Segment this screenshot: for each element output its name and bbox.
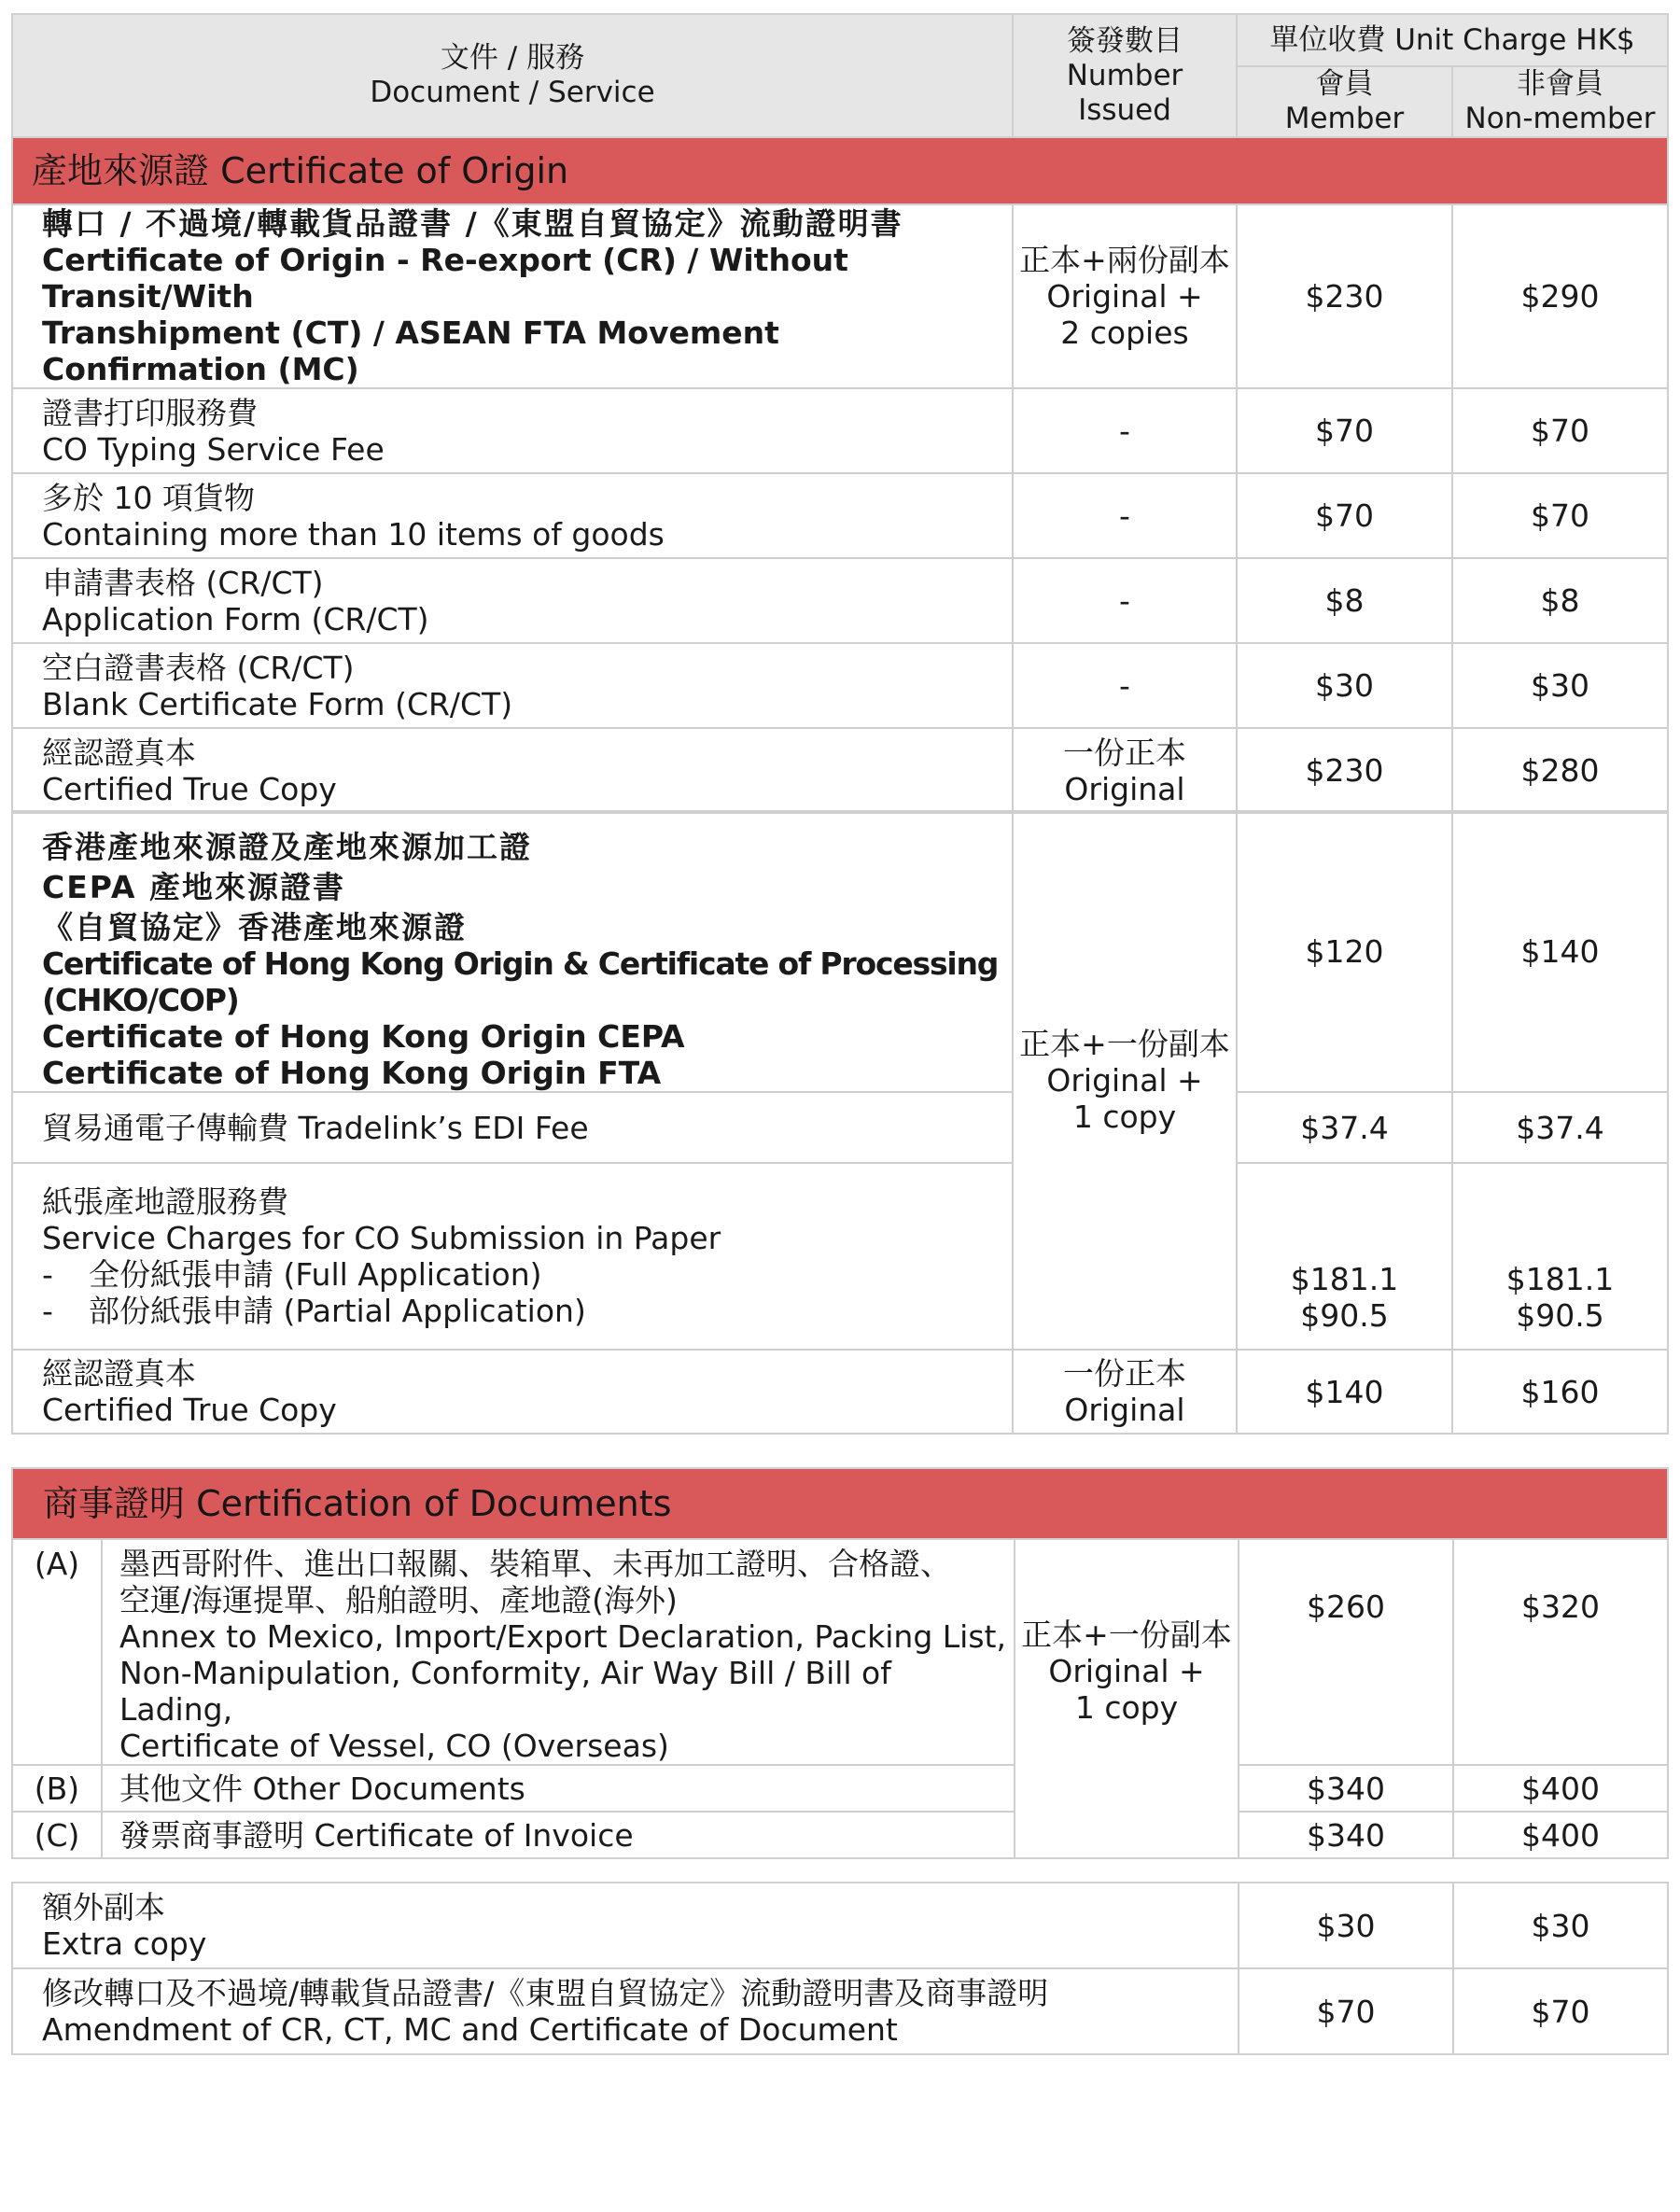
- description-line: 空白證書表格 (CR/CT): [42, 649, 355, 686]
- member-price: $140: [1237, 1350, 1452, 1434]
- table-row: [12, 1350, 1668, 1434]
- description-line: Amendment of CR, CT, MC and Certificate of Document: [42, 2011, 898, 2048]
- table-row: [12, 643, 1668, 728]
- description-line: Certified True Copy: [42, 1392, 337, 1428]
- description-line: Application Form (CR/CT): [42, 600, 429, 637]
- number-issued-cell: -: [1013, 643, 1237, 728]
- description-line: 墨西哥附件、進出口報關、裝箱單、未再加工證明、合格證、: [119, 1546, 951, 1582]
- row-description: [12, 1350, 1013, 1434]
- table-row: [12, 1968, 1668, 2054]
- number-issued-cell: [1013, 1350, 1237, 1434]
- row-description: [12, 643, 1013, 728]
- nonmember-price: $140: [1452, 811, 1668, 1092]
- row-description: 貿易通電子傳輸費 Tradelink’s EDI Fee: [12, 1092, 1013, 1163]
- member-price: $30: [1239, 1883, 1453, 1968]
- header-number-issued: [1013, 14, 1237, 137]
- header-document-service-en: Document / Service: [370, 76, 655, 109]
- header-number-issued-en-1: Number: [1066, 58, 1183, 92]
- row-description: [12, 473, 1013, 558]
- description-line: Certificate of Hong Kong Origin FTA: [42, 1055, 662, 1091]
- nonmember-price: $400: [1453, 1765, 1668, 1812]
- number-issued-cell: [1013, 204, 1237, 388]
- nonmember-price: $30: [1453, 1883, 1668, 1968]
- header-member: [1237, 66, 1452, 137]
- issued-line: Original +: [1046, 1062, 1203, 1099]
- header-nonmember: [1452, 66, 1668, 137]
- description-line: 《自貿協定》香港產地來源證: [42, 909, 467, 945]
- row-description: 發票商事證明 Certificate of Invoice: [102, 1812, 1015, 1858]
- section-title-certification-of-documents: 商事證明 Certification of Documents: [12, 1468, 1668, 1539]
- member-price: $70: [1239, 1968, 1453, 2054]
- table-row: [12, 388, 1668, 473]
- number-issued-cell: -: [1013, 473, 1237, 558]
- member-price: $230: [1237, 728, 1452, 813]
- issued-line: 正本+一份副本: [1019, 1026, 1230, 1062]
- number-issued-cell: -: [1013, 558, 1237, 643]
- description-line: Service Charges for CO Submission in Paper: [42, 1220, 721, 1256]
- table-row: [12, 473, 1668, 558]
- row-description: [12, 558, 1013, 643]
- extra-services-table: [11, 1882, 1667, 2055]
- table-row: [12, 1539, 1668, 1765]
- number-issued-cell: -: [1013, 388, 1237, 473]
- header-number-issued-en-2: Issued: [1078, 92, 1171, 127]
- bullet-item: [42, 1256, 1012, 1293]
- description-line: 額外副本: [42, 1889, 165, 1925]
- bullet-mark: -: [42, 1293, 53, 1329]
- certification-of-documents-table: [11, 1467, 1667, 1859]
- row-description: [12, 204, 1013, 388]
- description-line: Containing more than 10 items of goods: [42, 515, 665, 553]
- issued-line: 2 copies: [1060, 315, 1189, 351]
- description-line: Certificate of Hong Kong Origin & Certificate of Processing (CHKO/COP): [42, 945, 999, 1018]
- header-unit-charge: 單位收費 Unit Charge HK$: [1237, 14, 1668, 66]
- table-row: [12, 558, 1668, 643]
- issued-line: 一份正本: [1063, 734, 1186, 771]
- header-nonmember-en: Non-member: [1464, 102, 1656, 135]
- description-line: 申請書表格 (CR/CT): [42, 564, 324, 601]
- description-line: 修改轉口及不過境/轉載貨品證書/《東盟自貿協定》流動證明書及商事證明: [42, 1975, 1049, 2011]
- table-row: [12, 1883, 1668, 1968]
- description-line: Extra copy: [42, 1925, 207, 1962]
- member-price: $8: [1237, 558, 1452, 643]
- nonmember-price: $160: [1452, 1350, 1668, 1434]
- table-row: [12, 1812, 1668, 1858]
- row-label: (B): [12, 1765, 102, 1812]
- description-line: 轉口 / 不過境/轉載貨品證書 /《東盟自貿協定》流動證明書: [42, 205, 903, 242]
- description-line: CEPA 產地來源證書: [42, 869, 345, 905]
- description-line: Annex to Mexico, Import/Export Declaration, Packing List,: [119, 1618, 1006, 1655]
- row-description: [12, 811, 1013, 1092]
- description-line: Certificate of Vessel, CO (Overseas): [119, 1728, 669, 1764]
- description-line: Non-Manipulation, Conformity, Air Way Bill / Bill of Lading,: [119, 1655, 891, 1728]
- member-price: $260: [1239, 1539, 1453, 1765]
- row-label: (C): [12, 1812, 102, 1858]
- nonmember-price: $37.4: [1452, 1092, 1668, 1163]
- member-price: $230: [1237, 204, 1452, 388]
- table-row: [12, 728, 1668, 813]
- member-price: $30: [1237, 643, 1452, 728]
- header-member-en: Member: [1284, 102, 1405, 135]
- nonmember-price: $290: [1452, 204, 1668, 388]
- description-line: 經認證真本: [42, 734, 196, 771]
- header-nonmember-zh: 非會員: [1517, 67, 1603, 101]
- nonmember-price: [1452, 1163, 1668, 1350]
- nonmember-price: $70: [1453, 1968, 1668, 2054]
- number-issued-cell: [1015, 1539, 1239, 1858]
- price-line: $90.5: [1516, 1297, 1604, 1334]
- certificate-of-origin-table: [11, 13, 1667, 814]
- description-line: Blank Certificate Form (CR/CT): [42, 685, 513, 722]
- bullet-text: 全份紙張申請 (Full Application): [89, 1256, 542, 1293]
- description-line: CO Typing Service Fee: [42, 430, 385, 468]
- row-description: [12, 728, 1013, 813]
- description-line: 紙張產地證服務費: [42, 1183, 288, 1220]
- price-line: $181.1: [1505, 1261, 1615, 1297]
- row-description: [12, 1163, 1013, 1350]
- header-document-service: [12, 14, 1013, 137]
- issued-line: Original +: [1046, 278, 1203, 315]
- table-row: [12, 1765, 1668, 1812]
- header-document-service-zh: 文件 / 服務: [440, 41, 585, 75]
- description-line: 證書打印服務費: [42, 394, 258, 431]
- price-line: $90.5: [1300, 1297, 1389, 1334]
- issued-line: 正本+兩份副本: [1019, 242, 1230, 278]
- row-description: [102, 1539, 1015, 1765]
- bullet-item: [42, 1293, 1012, 1329]
- bullet-mark: -: [42, 1256, 53, 1293]
- price-line: $181.1: [1290, 1261, 1399, 1297]
- member-price: $70: [1237, 473, 1452, 558]
- header-number-issued-zh: 簽發數目: [1067, 23, 1183, 58]
- description-line: 空運/海運提單、船舶證明、產地證(海外): [119, 1582, 678, 1618]
- nonmember-price: $70: [1452, 473, 1668, 558]
- header-member-zh: 會員: [1315, 67, 1374, 101]
- nonmember-price: $30: [1452, 643, 1668, 728]
- nonmember-price: $400: [1453, 1812, 1668, 1858]
- description-line: 經認證真本: [42, 1355, 196, 1392]
- issued-line: Original: [1064, 1392, 1185, 1428]
- description-line: 香港產地來源證及產地來源加工證: [42, 829, 532, 865]
- member-price: $340: [1239, 1812, 1453, 1858]
- bullet-text: 部份紙張申請 (Partial Application): [89, 1293, 586, 1329]
- description-line: Certificate of Hong Kong Origin CEPA: [42, 1018, 685, 1055]
- nonmember-price: $70: [1452, 388, 1668, 473]
- issued-line: 一份正本: [1063, 1355, 1186, 1392]
- section-title-certificate-of-origin: 產地來源證 Certificate of Origin: [12, 137, 1668, 204]
- table-row: [12, 1163, 1668, 1350]
- member-price: $340: [1239, 1765, 1453, 1812]
- number-issued-cell: [1013, 811, 1237, 1350]
- row-description: [12, 1968, 1239, 2054]
- nonmember-price: $8: [1452, 558, 1668, 643]
- member-price: [1237, 1163, 1452, 1350]
- table-row: [12, 1092, 1668, 1163]
- row-description: [12, 1883, 1239, 1968]
- description-line: Certified True Copy: [42, 770, 337, 807]
- table-row: [12, 204, 1668, 388]
- issued-line: 正本+一份副本: [1021, 1616, 1232, 1653]
- member-price: $37.4: [1237, 1092, 1452, 1163]
- row-description: 其他文件 Other Documents: [102, 1765, 1015, 1812]
- row-description: [12, 388, 1013, 473]
- member-price: $70: [1237, 388, 1452, 473]
- issued-line: Original +: [1048, 1652, 1205, 1689]
- hong-kong-origin-table: [11, 810, 1667, 1435]
- member-price: $120: [1237, 811, 1452, 1092]
- number-issued-cell: [1013, 728, 1237, 813]
- description-line: Certificate of Origin - Re-export (CR) / Without Transit/With: [42, 242, 848, 315]
- description-line: 多於 10 項貨物: [42, 479, 255, 516]
- nonmember-price: $320: [1453, 1539, 1668, 1765]
- issued-line: 1 copy: [1074, 1688, 1179, 1726]
- description-line: Transhipment (CT) / ASEAN FTA Movement Confirmation (MC): [42, 315, 779, 387]
- issued-line: 1 copy: [1072, 1099, 1177, 1135]
- issued-line: Original: [1064, 770, 1185, 807]
- table-row: [12, 811, 1668, 1092]
- row-label: (A): [12, 1539, 102, 1765]
- nonmember-price: $280: [1452, 728, 1668, 813]
